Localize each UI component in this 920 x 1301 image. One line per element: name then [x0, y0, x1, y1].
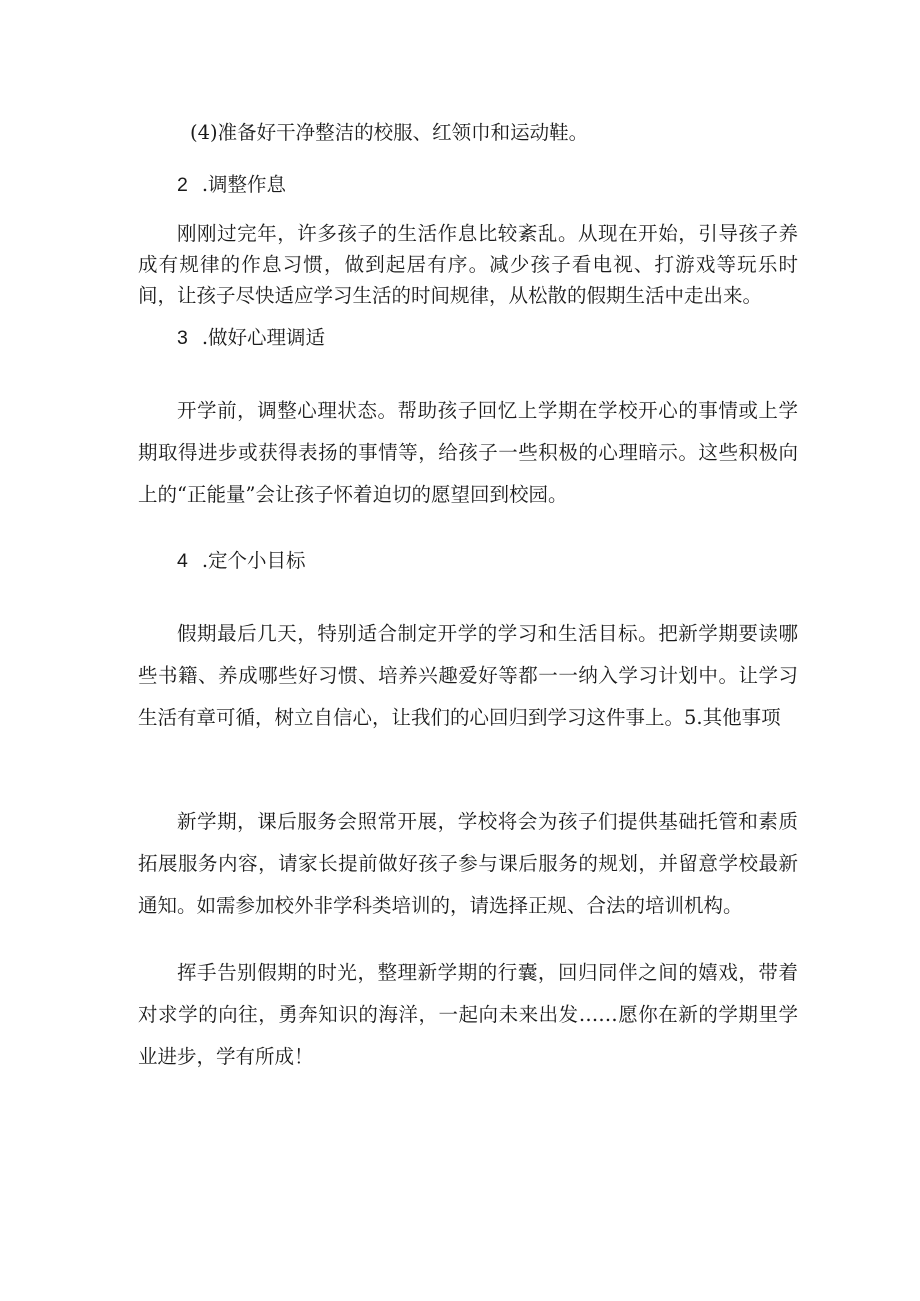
section-number: 3: [177, 327, 188, 349]
paragraph-psychology: 开学前，调整心理状态。帮助孩子回忆上学期在学校开心的事情或上学期取得进步或获得表扬的事情等，给孩子一些积极的心理暗示。这些积极向上的“正能量”会让孩子怀着迫切的愿望回到校园。: [138, 399, 798, 506]
paragraph-closing: 挥手告别假期的时光，整理新学期的行囊，回归同伴之间的嬉戏，带着对求学的向往，勇奔知识的海洋，一起向未来出发……愿你在新的学期里学业进步，学有所成！: [138, 961, 798, 1068]
paragraph-goals: 假期最后几天，特别适合制定开学的学习和生活目标。把新学期要读哪些书籍、养成哪些好习惯、培养兴趣爱好等都一一纳入学习计划中。让学习生活有章可循，树立自信心，让我们的心回归到学习这件事上。5.其他事项: [138, 622, 798, 729]
list-item-4: (4)准备好干净整洁的校服、红领巾和运动鞋。: [190, 121, 589, 144]
section-title: .调整作息: [201, 173, 287, 196]
section-heading-2: [177, 167, 286, 203]
section-heading-4: [177, 543, 306, 579]
section-heading-3: [177, 320, 325, 356]
section-number: 2: [177, 174, 188, 196]
paragraph-other-matters: 新学期，课后服务会照常开展，学校将会为孩子们提供基础托管和素质拓展服务内容，请家长提前做好孩子参与课后服务的规划，并留意学校最新通知。如需参加校外非学科类培训的，请选择正规、合法的培训机构。: [138, 810, 798, 917]
paragraph-schedule: 刚刚过完年，许多孩子的生活作息比较紊乱。从现在开始，引导孩子养成有规律的作息习惯，做到起居有序。减少孩子看电视、打游戏等玩乐时间，让孩子尽快适应学习生活的时间规律，从松散的假期生活中走出来。: [138, 222, 798, 307]
section-number: 4: [177, 550, 188, 572]
section-title: .定个小目标: [201, 549, 306, 572]
section-title: .做好心理调适: [201, 326, 326, 349]
